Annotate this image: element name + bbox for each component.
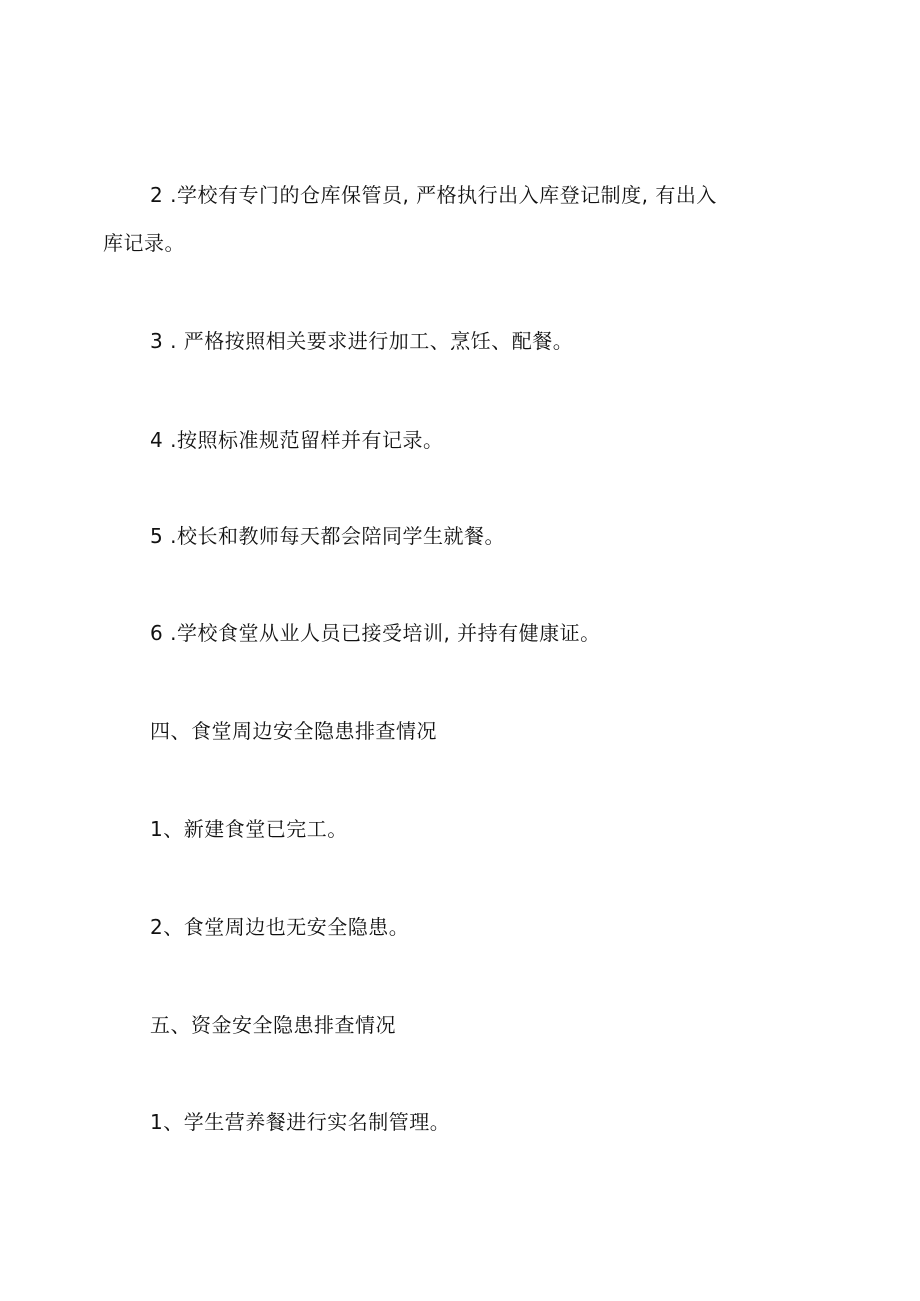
- section-4-item-2: 2、食堂周边也无安全隐患。: [150, 915, 410, 939]
- paragraph-item-2-line-1: 2 .学校有专门的仓库保管员, 严格执行出入库登记制度, 有出入: [150, 183, 717, 207]
- paragraph-item-5: 5 .校长和教师每天都会陪同学生就餐。: [150, 524, 505, 548]
- paragraph-item-2-line-2: 库记录。: [103, 231, 185, 255]
- section-5-item-1: 1、学生营养餐进行实名制管理。: [150, 1110, 451, 1134]
- paragraph-item-4: 4 .按照标准规范留样并有记录。: [150, 428, 444, 452]
- section-4-item-1: 1、新建食堂已完工。: [150, 817, 348, 841]
- section-heading-4: 四、食堂周边安全隐患排查情况: [150, 719, 437, 743]
- section-heading-5: 五、资金安全隐患排查情况: [150, 1013, 396, 1037]
- paragraph-item-3: 3 . 严格按照相关要求进行加工、烹饪、配餐。: [150, 329, 574, 353]
- paragraph-item-6: 6 .学校食堂从业人员已接受培训, 并持有健康证。: [150, 621, 601, 645]
